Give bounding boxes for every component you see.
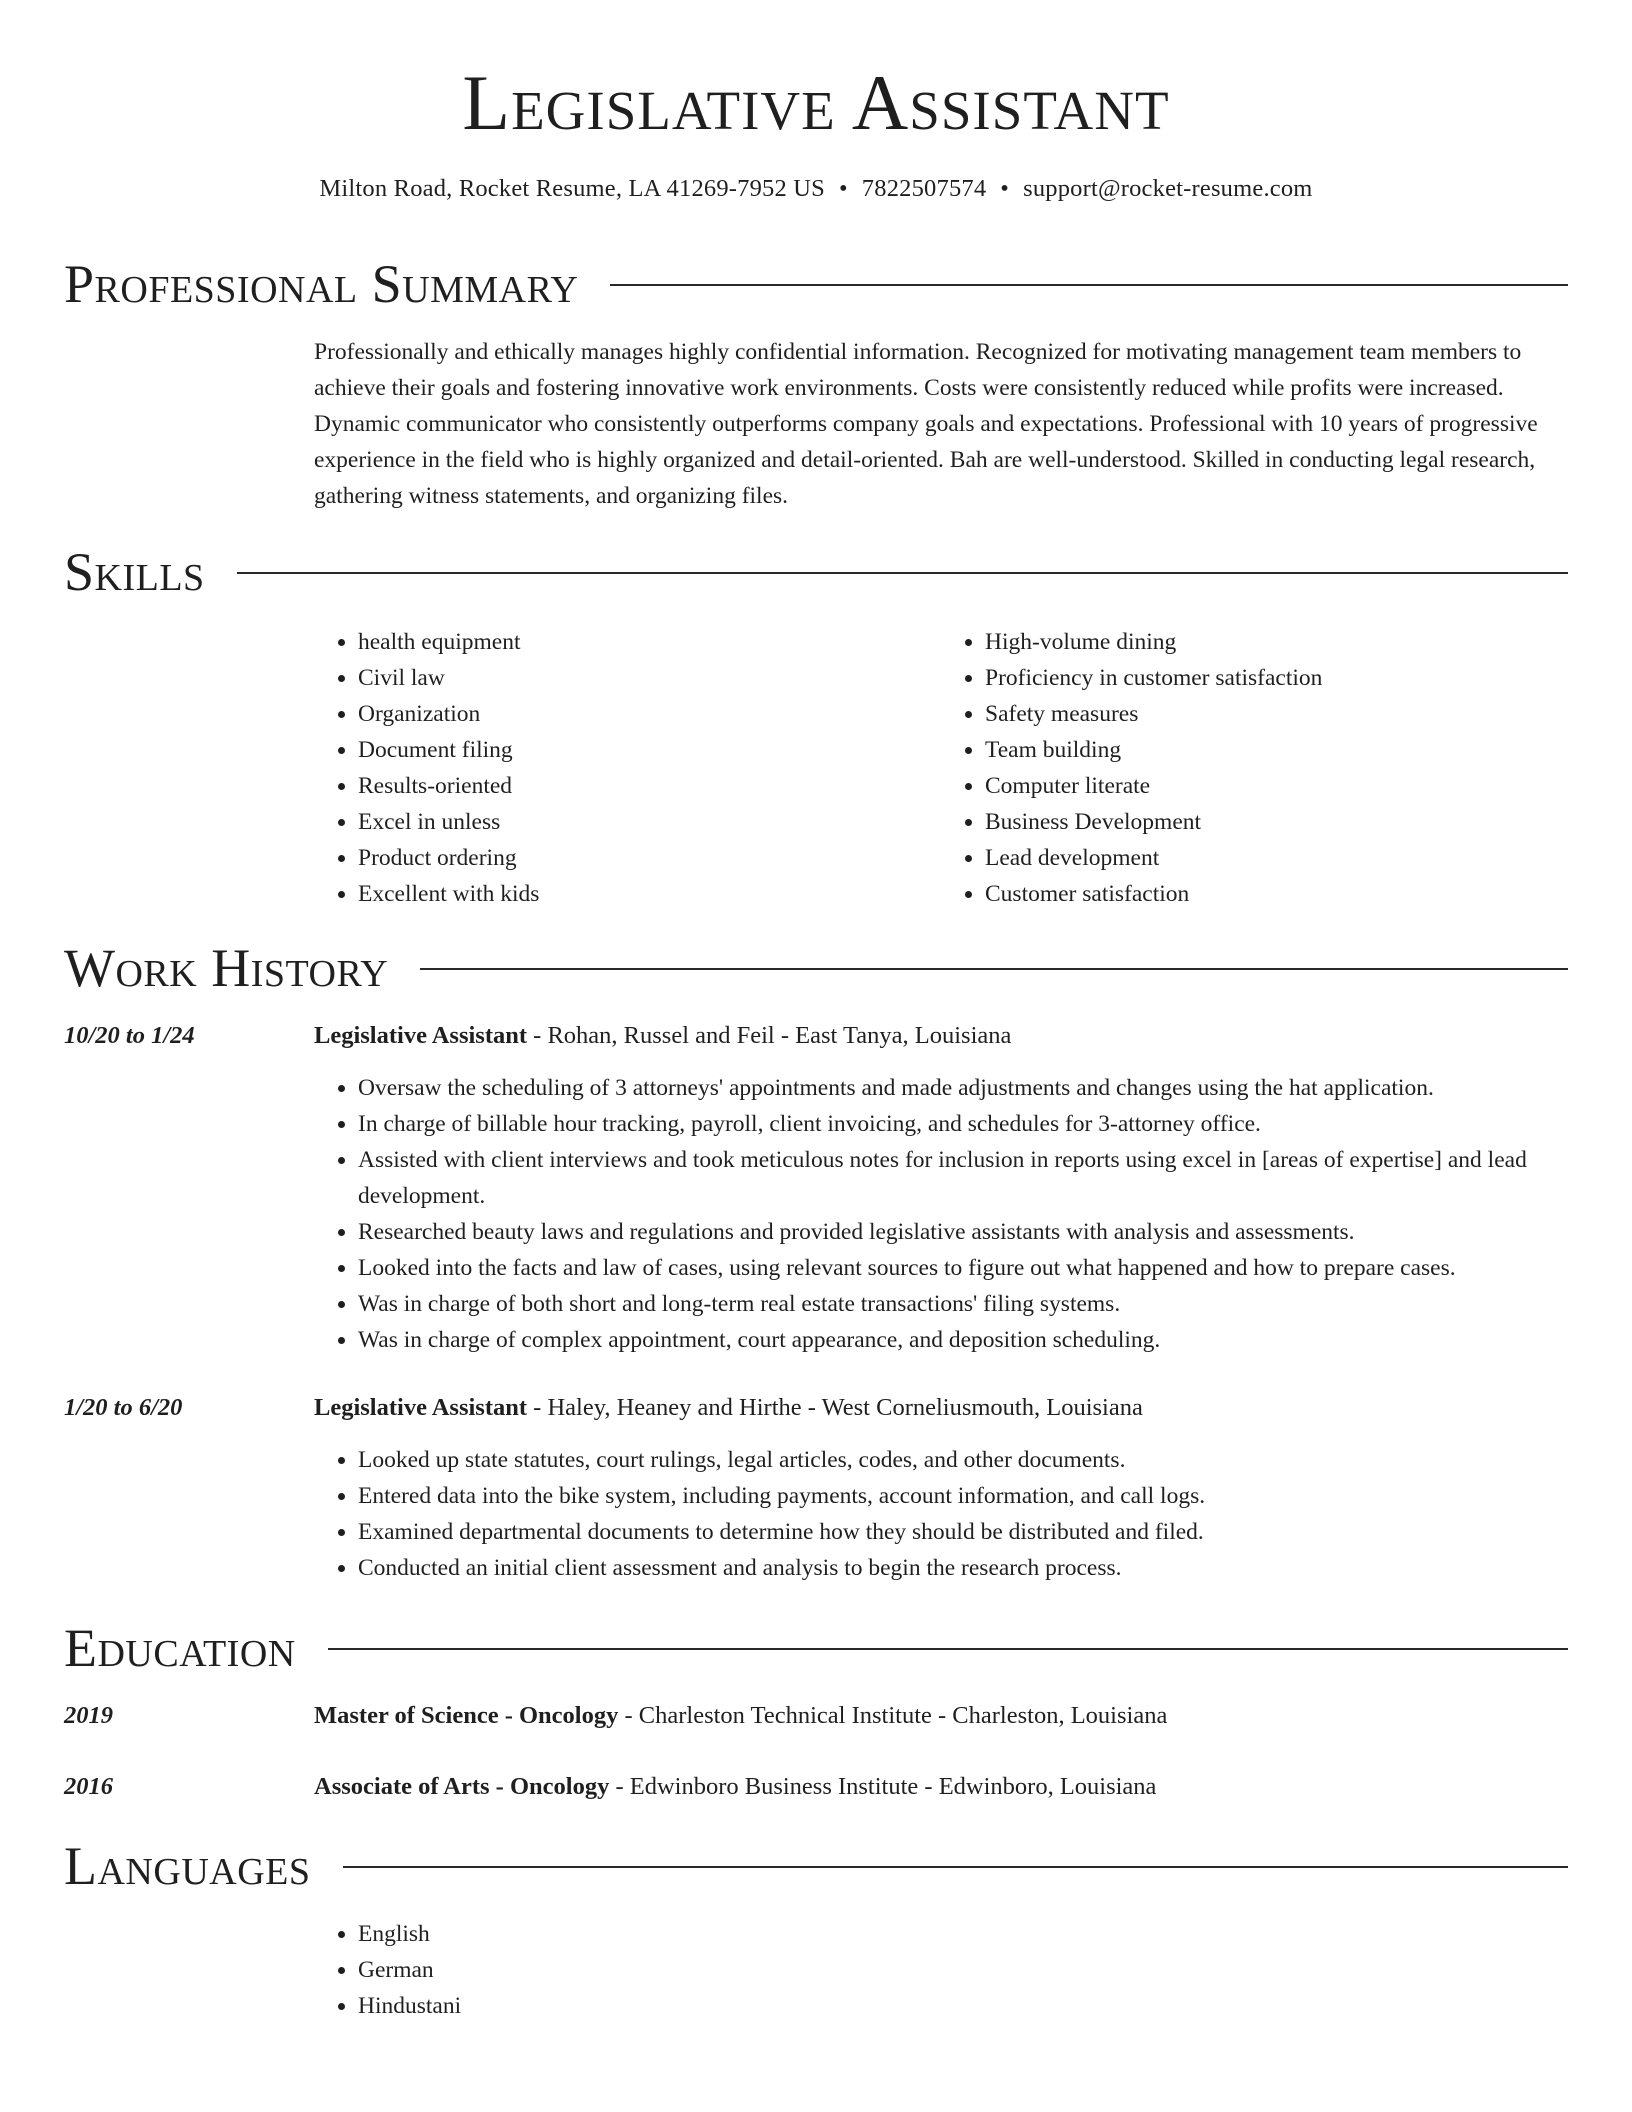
education-year: 2019 (64, 1702, 113, 1729)
contact-separator: • (839, 175, 848, 202)
section-title: Skills (64, 542, 205, 602)
contact-phone: 7822507574 (861, 175, 987, 202)
languages-heading (64, 1834, 1568, 1898)
skill-item: • Excellent with kids (358, 876, 941, 912)
job-bullet: • Entered data into the bike system, including payments, account information, and call logs. (358, 1478, 1612, 1514)
job-role: Legislative Assistant (314, 1022, 528, 1049)
resume-name: Legislative Assistant (462, 59, 1170, 146)
job-bullet: • Was in charge of complex appointment, court appearance, and deposition scheduling. (358, 1322, 1612, 1358)
skill-item: • Safety measures (985, 696, 1568, 732)
work-history-section (64, 936, 1568, 1581)
section-divider (610, 284, 1568, 286)
contact-email: support@rocket-resume.com (1023, 175, 1313, 202)
contact-address: Milton Road, Rocket Resume, LA 41269-7952 US (319, 175, 826, 202)
section-title: Work History (64, 938, 389, 998)
contact-line (64, 172, 1568, 206)
section-title: Education (64, 1618, 296, 1678)
job-role: Legislative Assistant (314, 1394, 528, 1421)
skill-item: • health equipment (358, 624, 941, 660)
skills-content (314, 624, 1568, 912)
summary-section (64, 252, 1568, 509)
skill-item: • Business Development (985, 804, 1568, 840)
language-item: • Hindustani (358, 1988, 1568, 2024)
job-bullet: • Examined departmental documents to determine how they should be distributed and filed. (358, 1514, 1612, 1550)
section-title: Languages (64, 1836, 311, 1896)
education-header (314, 1698, 1568, 1734)
skill-item: • Excel in unless (358, 804, 941, 840)
skill-item: • Lead development (985, 840, 1568, 876)
languages-list (314, 1916, 1568, 2024)
skill-item: • High-volume dining (985, 624, 1568, 660)
job-bullets (314, 1442, 1612, 1586)
skills-list-right (941, 624, 1568, 912)
job-header (314, 1390, 1568, 1426)
job-bullets (314, 1070, 1612, 1358)
job-bullet: • Researched beauty laws and regulations and provided legislative assistants with analysis and assessments. (358, 1214, 1612, 1250)
education-heading (64, 1616, 1568, 1680)
job-details: - Haley, Heaney and Hirthe - West Corneliusmouth, Louisiana (527, 1394, 1143, 1421)
job-bullet: • In charge of billable hour tracking, payroll, client invoicing, and schedules for 3-attorney office. (358, 1106, 1612, 1142)
education-degree: Associate of Arts - Oncology (314, 1773, 610, 1800)
section-divider (237, 572, 1568, 574)
skill-item: • Organization (358, 696, 941, 732)
section-divider (328, 1648, 1568, 1650)
skill-item: • Computer literate (985, 768, 1568, 804)
education-details: - Charleston Technical Institute - Charleston, Louisiana (618, 1702, 1168, 1729)
skill-item: • Document filing (358, 732, 941, 768)
language-item: • English (358, 1916, 1568, 1952)
skill-item: • Team building (985, 732, 1568, 768)
section-divider (343, 1866, 1569, 1868)
job-bullet: • Looked up state statutes, court rulings, legal articles, codes, and other documents. (358, 1442, 1612, 1478)
job-dates: 10/20 to 1/24 (64, 1022, 195, 1049)
job-bullet: • Looked into the facts and law of cases, using relevant sources to figure out what happened and how to prepare cases. (358, 1250, 1612, 1286)
section-divider (420, 968, 1568, 970)
section-title: Professional Summary (64, 254, 579, 314)
job-header (314, 1018, 1568, 1054)
skill-item: • Civil law (358, 660, 941, 696)
job-dates: 1/20 to 6/20 (64, 1394, 183, 1421)
languages-content (314, 1916, 1568, 2024)
summary-heading (64, 252, 1568, 316)
contact-separator: • (1000, 175, 1010, 202)
skill-item: • Results-oriented (358, 768, 941, 804)
job-details: - Rohan, Russel and Feil - East Tanya, Louisiana (527, 1022, 1012, 1049)
job-bullet: • Was in charge of both short and long-term real estate transactions' filing systems. (358, 1286, 1612, 1322)
education-header (314, 1769, 1568, 1805)
job-bullet: • Oversaw the scheduling of 3 attorneys' appointments and made adjustments and changes using the hat application. (358, 1070, 1612, 1106)
skill-item: • Customer satisfaction (985, 876, 1568, 912)
skills-section (64, 540, 1568, 907)
education-section (64, 1616, 1568, 1800)
skill-item: • Product ordering (358, 840, 941, 876)
languages-section (64, 1834, 1568, 2019)
education-degree: Master of Science - Oncology (314, 1702, 619, 1729)
work-history-heading (64, 936, 1568, 1000)
job-bullet: • Assisted with client interviews and took meticulous notes for inclusion in reports using excel in [areas of expertise] and lead development. (358, 1142, 1612, 1214)
education-details: - Edwinboro Business Institute - Edwinboro, Louisiana (609, 1773, 1157, 1800)
summary-content (314, 334, 1568, 514)
skill-item: • Proficiency in customer satisfaction (985, 660, 1568, 696)
skills-list-left (314, 624, 941, 912)
summary-text: Professionally and ethically manages highly confidential information. Recognized for motivating management team members to achieve their goals and fostering innovative work environments. Costs were consistently reduced while profits were increased. Dynamic communicator who consistently outperforms company goals and expectations. Professional with 10 years of progressive experience in the field who is highly organized and detail-oriented. Bah are well-understood. Skilled in conducting legal research, gathering witness statements, and organizing files. (314, 339, 1538, 509)
skills-heading (64, 540, 1568, 604)
education-year: 2016 (64, 1773, 113, 1800)
language-item: • German (358, 1952, 1568, 1988)
job-bullet: • Conducted an initial client assessment and analysis to begin the research process. (358, 1550, 1612, 1586)
